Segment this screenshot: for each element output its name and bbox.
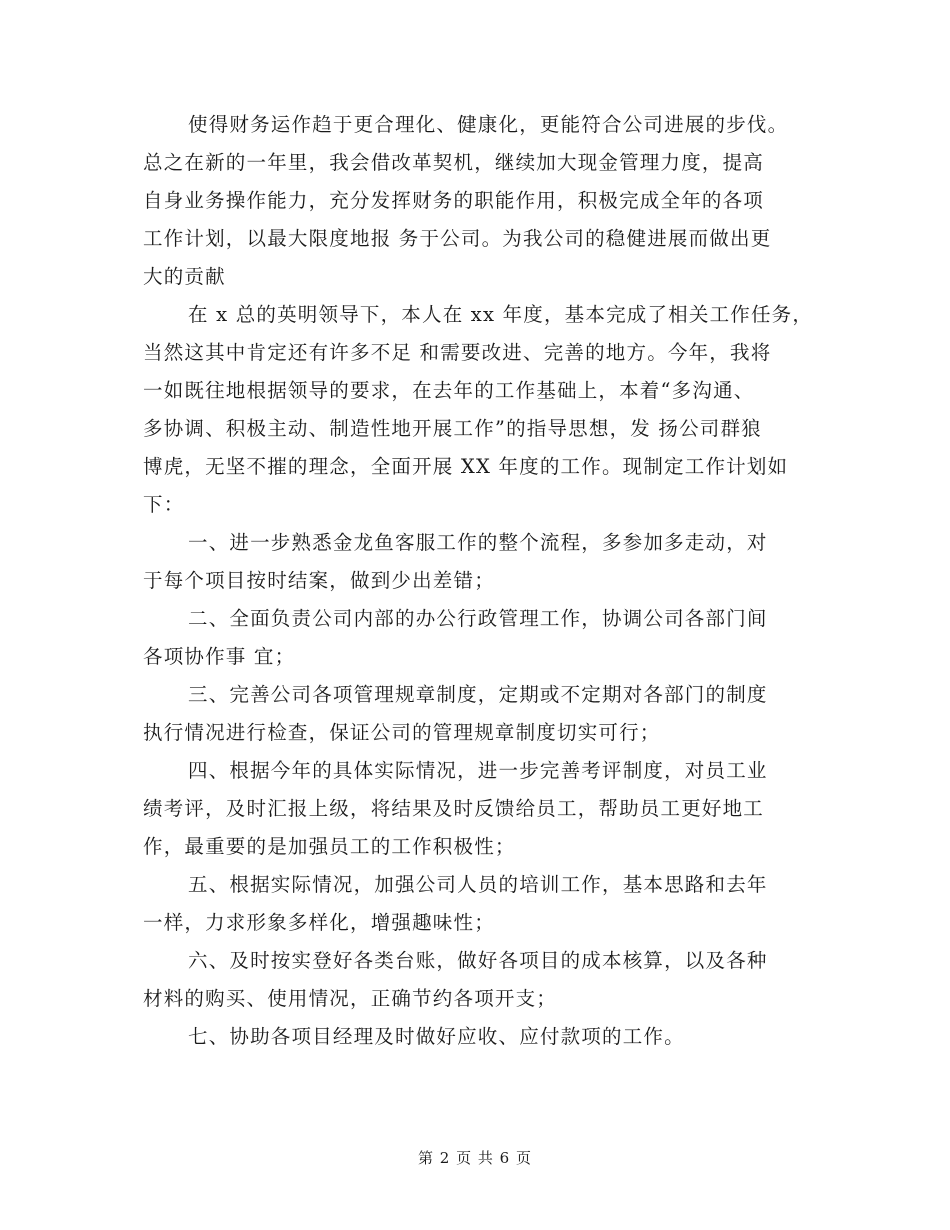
text-line: 总之在新的一年里，我会借改革契机，继续加大现金管理力度，提高	[143, 151, 765, 174]
page-number-footer: 第 2 页 共 6 页	[418, 1149, 532, 1167]
text-line: 自身业务操作能力，充分发挥财务的职能作用，积极完成全年的各项	[143, 189, 765, 212]
text-line: 一样，力求形象多样化，增强趣味性；	[143, 911, 495, 934]
text-line: 作，最重要的是加强员工的工作积极性；	[143, 835, 516, 858]
text-line: 七、协助各项目经理及时做好应收、应付款项的工作。	[188, 1025, 685, 1048]
text-line: 大的贡献	[143, 265, 226, 288]
text-line: 一、进一步熟悉金龙鱼客服工作的整个流程，多参加多走动，对	[188, 531, 768, 554]
text-line: 六、及时按实登好各类台账，做好各项目的成本核算，以及各种	[188, 949, 768, 972]
text-line: 五、根据实际情况，加强公司人员的培训工作，基本思路和去年	[188, 873, 768, 896]
text-line: 在 x 总的英明领导下，本人在 xx 年度，基本完成了相关工作任务，	[188, 303, 814, 326]
text-line: 下：	[143, 493, 185, 516]
text-line: 三、完善公司各项管理规章制度，定期或不定期对各部门的制度	[188, 683, 768, 706]
text-line: 当然这其中肯定还有许多不足 和需要改进、完善的地方。今年，我将	[143, 341, 772, 364]
text-line: 二、全面负责公司内部的办公行政管理工作，协调公司各部门间	[188, 607, 768, 630]
text-line: 材料的购买、使用情况，正确节约各项开支；	[143, 987, 558, 1010]
text-line: 博虎，无坚不摧的理念，全面开展 XX 年度的工作。现制定工作计划如	[143, 455, 789, 478]
text-line: 工作计划，以最大限度地报 务于公司。为我公司的稳健进展而做出更	[143, 227, 772, 250]
text-line: 四、根据今年的具体实际情况，进一步完善考评制度，对员工业	[188, 759, 768, 782]
text-line: 使得财务运作趋于更合理化、健康化，更能符合公司进展的步伐。	[188, 113, 789, 136]
text-line: 于每个项目按时结案，做到少出差错；	[143, 569, 495, 592]
text-line: 一如既往地根据领导的要求，在去年的工作基础上，本着“多沟通、	[143, 379, 755, 402]
text-line: 绩考评，及时汇报上级，将结果及时反馈给员工，帮助员工更好地工	[143, 797, 765, 820]
text-line: 多协调、积极主动、制造性地开展工作”的指导思想，发 扬公司群狼	[143, 417, 762, 440]
text-line: 各项协作事 宜；	[143, 645, 296, 668]
text-line: 执行情况进行检查，保证公司的管理规章制度切实可行；	[143, 721, 661, 744]
